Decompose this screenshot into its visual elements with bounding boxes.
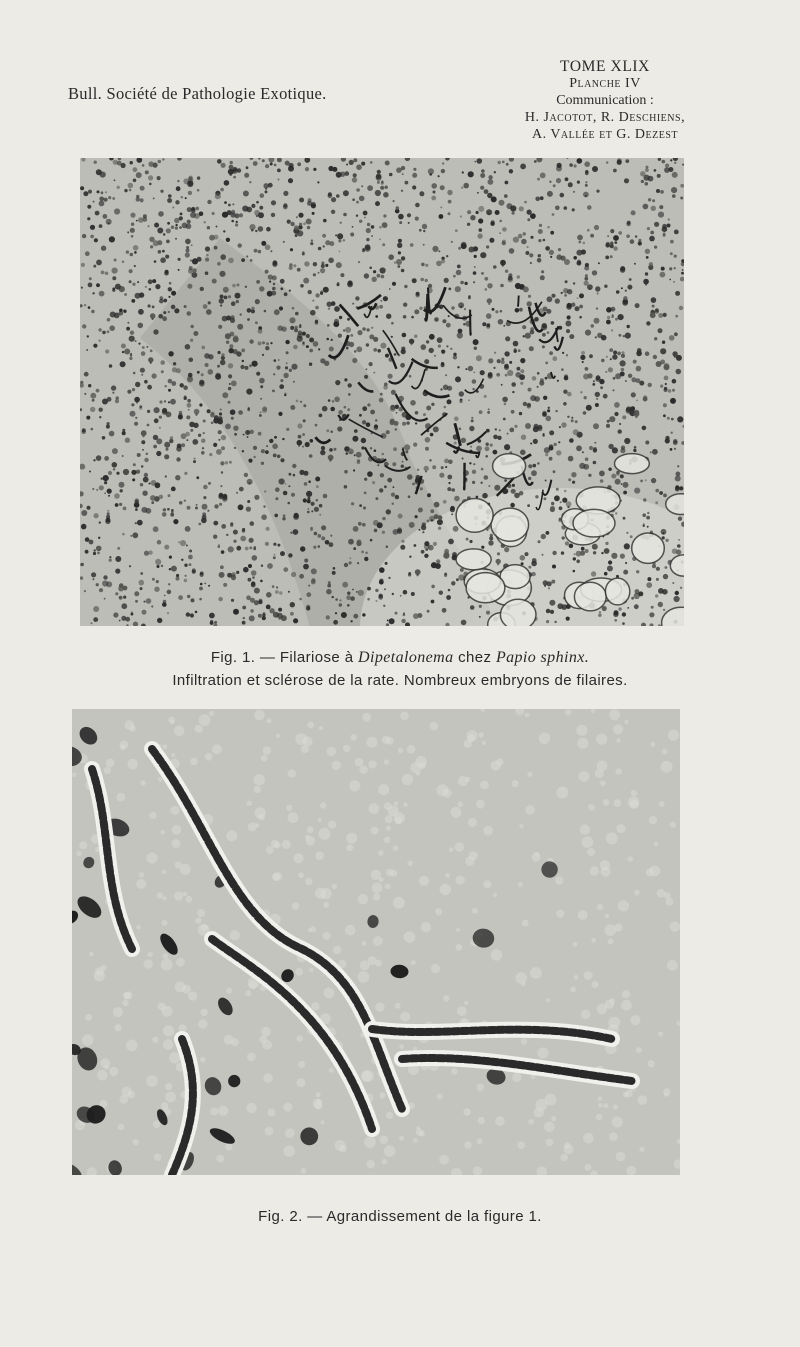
communication-label: Communication :: [556, 93, 654, 108]
tome-number: TOME XLIX: [560, 58, 650, 75]
micrograph-1-image: [80, 158, 684, 626]
micrograph-figure-2: [72, 709, 680, 1175]
figure-1-genus: Dipetalonema: [358, 649, 454, 666]
figure-1-host: Papio sphinx.: [495, 649, 590, 666]
micrograph-figure-1: [80, 158, 684, 626]
micrograph-2-image: [72, 709, 680, 1175]
figure-1-caption: [0, 649, 800, 667]
journal-title: Bull. Société de Pathologie Exotique.: [68, 84, 327, 103]
plate-header: [490, 58, 720, 143]
figure-1-label: Fig. 1. — Filariose à: [210, 649, 354, 666]
figure-1-description: Infiltration et sclérose de la rate. Nombreux embryons de filaires.: [172, 672, 628, 689]
authors-line-1: H. Jacotot, R. Deschiens,: [524, 110, 686, 125]
plate-number: Planche IV: [569, 76, 641, 91]
figure-1-chez: chez: [458, 649, 492, 666]
authors-line-2: A. Vallée et G. Dezest: [531, 127, 679, 142]
figure-2-caption: Fig. 2. — Agrandissement de la figure 1.: [258, 1208, 542, 1225]
